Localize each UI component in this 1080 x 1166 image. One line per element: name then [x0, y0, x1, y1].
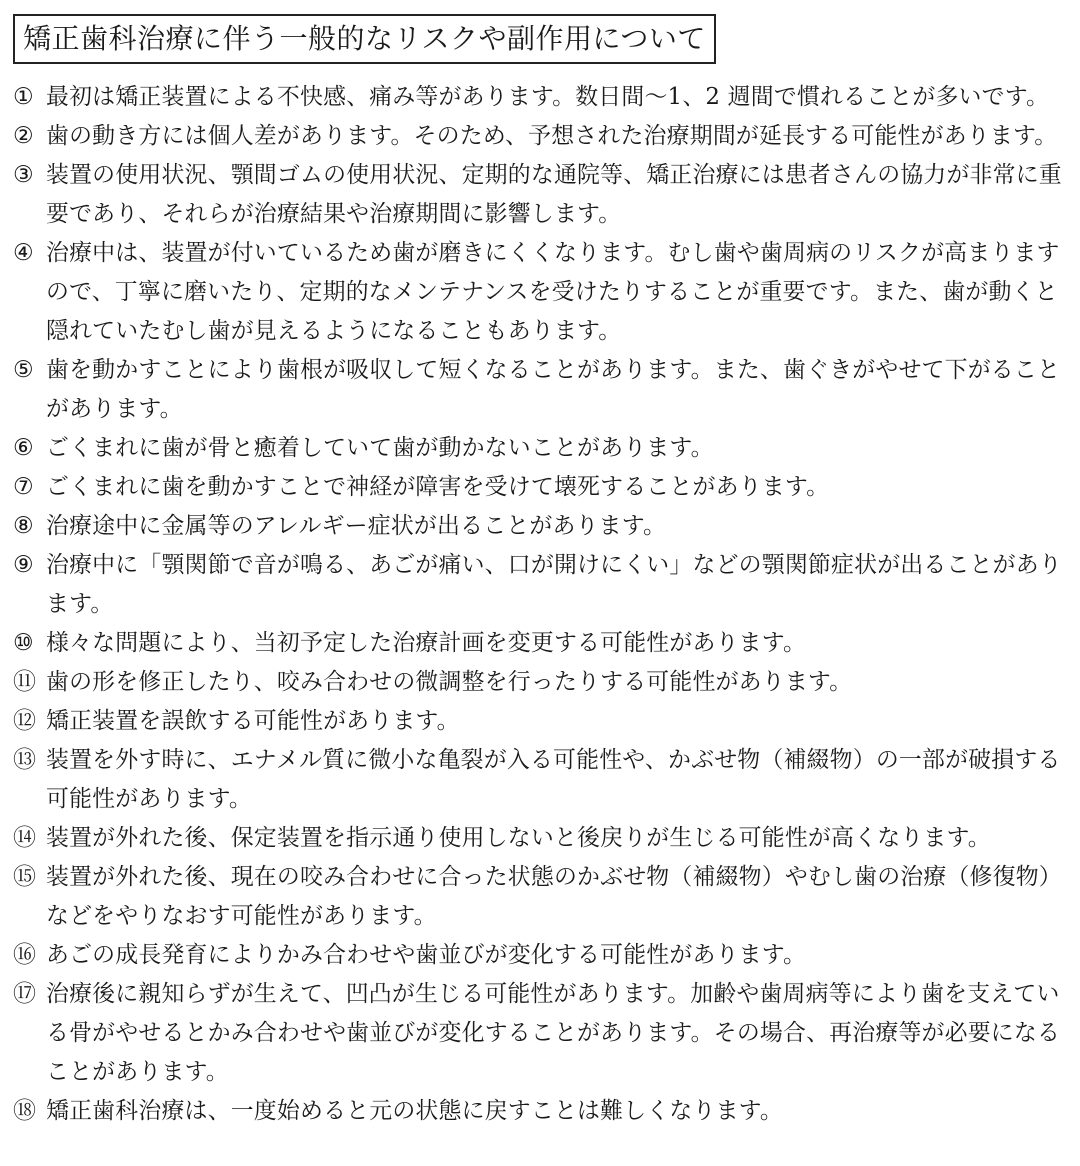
- item-text: [46, 663, 1077, 702]
- item-number: ⑰: [13, 981, 36, 1007]
- item-number: ⑮: [13, 864, 36, 890]
- item-text: [46, 858, 1077, 936]
- item-text-line: などをやりなおす可能性があります。: [46, 903, 437, 929]
- item-text-line: 治療途中に金属等のアレルギー症状が出ることがあります。: [46, 513, 667, 539]
- item-text: [46, 1092, 1077, 1131]
- risk-item: [13, 78, 1077, 117]
- item-text-line: る骨がやせるとかみ合わせや歯並びが変化することがあります。その場合、再治療等が必要になる: [46, 1020, 1061, 1046]
- risk-item: [13, 819, 1077, 858]
- risk-item: [13, 975, 1077, 1092]
- item-number: ⑨: [13, 552, 34, 578]
- item-text-line: ごくまれに歯を動かすことで神経が障害を受けて壊死することがあります。: [46, 474, 830, 500]
- risk-item: [13, 234, 1077, 351]
- item-number: ⑯: [13, 942, 36, 968]
- item-text-line: 装置を外す時に、エナメル質に微小な亀裂が入る可能性や、かぶせ物（補綴物）の一部が破損する: [46, 747, 1061, 773]
- item-text: [46, 234, 1077, 351]
- risk-item: [13, 507, 1077, 546]
- risk-item: [13, 663, 1077, 702]
- item-text: [46, 936, 1077, 975]
- item-text: [46, 429, 1077, 468]
- item-number: ④: [13, 240, 34, 266]
- item-number: ③: [13, 162, 34, 188]
- item-text-line: ので、丁寧に磨いたり、定期的なメンテナンスを受けたりすることが重要です。また、歯が動くと: [46, 279, 1058, 305]
- item-number: ⑩: [13, 630, 34, 656]
- item-number: ②: [13, 123, 34, 149]
- item-text: [46, 78, 1077, 117]
- item-text: [46, 156, 1077, 234]
- risk-item: [13, 1092, 1077, 1131]
- risk-item: [13, 468, 1077, 507]
- item-text-line: 矯正歯科治療は、一度始めると元の状態に戻すことは難しくなります。: [46, 1098, 784, 1124]
- item-text-line: あごの成長発育によりかみ合わせや歯並びが変化する可能性があります。: [46, 942, 807, 968]
- risk-item: [13, 546, 1077, 624]
- item-text-line: 治療中に「顎関節で音が鳴る、あごが痛い、口が開けにくい」などの顎関節症状が出ることがあり: [46, 552, 1062, 578]
- item-text-line: ごくまれに歯が骨と癒着していて歯が動かないことがあります。: [46, 435, 714, 461]
- item-text: [46, 468, 1077, 507]
- item-text-line: 可能性があります。: [46, 786, 252, 812]
- item-text-line: 最初は矯正装置による不快感、痛み等があります。数日間～1、2 週間で慣れることが多いです。: [46, 84, 1050, 110]
- risk-item: [13, 702, 1077, 741]
- item-text-line: 装置が外れた後、現在の咬み合わせに合った状態のかぶせ物（補綴物）やむし歯の治療（修復物）: [46, 864, 1062, 890]
- item-text-line: 様々な問題により、当初予定した治療計画を変更する可能性があります。: [46, 630, 807, 656]
- item-text: [46, 546, 1077, 624]
- item-text: [46, 819, 1077, 858]
- item-text-line: 装置が外れた後、保定装置を指示通り使用しないと後戻りが生じる可能性が高くなります。: [46, 825, 991, 851]
- risk-item: [13, 117, 1077, 156]
- item-text: [46, 702, 1077, 741]
- item-number: ⑭: [13, 825, 36, 851]
- item-number: ⑪: [13, 669, 36, 695]
- item-text: [46, 624, 1077, 663]
- item-number: ⑫: [13, 708, 36, 734]
- item-text-line: があります。: [46, 396, 183, 422]
- item-number: ⑱: [13, 1098, 36, 1124]
- item-number: ⑦: [13, 474, 34, 500]
- risk-item: [13, 429, 1077, 468]
- item-text-line: 装置の使用状況、顎間ゴムの使用状況、定期的な通院等、矯正治療には患者さんの協力が非常に重: [46, 162, 1062, 188]
- risk-item: [13, 858, 1077, 936]
- item-text: [46, 351, 1077, 429]
- item-number: ⑤: [13, 357, 34, 383]
- item-text-line: 要であり、それらが治療結果や治療期間に影響します。: [46, 201, 622, 227]
- item-text-line: 隠れていたむし歯が見えるようになることもあります。: [46, 318, 622, 344]
- item-number: ①: [13, 84, 34, 110]
- item-text-line: 矯正装置を誤飲する可能性があります。: [46, 708, 460, 734]
- page-title: 矯正歯科治療に伴う一般的なリスクや副作用について: [13, 14, 716, 64]
- item-text-line: 治療中は、装置が付いているため歯が磨きにくくなります。むし歯や歯周病のリスクが高まります: [46, 240, 1060, 266]
- item-text: [46, 117, 1077, 156]
- item-number: ⑬: [13, 747, 36, 773]
- item-text-line: 歯の形を修正したり、咬み合わせの微調整を行ったりする可能性があります。: [46, 669, 853, 695]
- risk-item: [13, 936, 1077, 975]
- item-text-line: 治療後に親知らずが生えて、凹凸が生じる可能性があります。加齢や歯周病等により歯を支えてい: [46, 981, 1060, 1007]
- item-text: [46, 741, 1077, 819]
- item-text-line: ことがあります。: [46, 1059, 229, 1085]
- risk-item: [13, 741, 1077, 819]
- item-number: ⑥: [13, 435, 34, 461]
- risk-item: [13, 351, 1077, 429]
- item-text: [46, 975, 1077, 1092]
- item-text-line: ます。: [46, 591, 114, 617]
- item-text-line: 歯の動き方には個人差があります。そのため、予想された治療期間が延長する可能性があります。: [46, 123, 1058, 149]
- item-number: ⑧: [13, 513, 34, 539]
- risk-item: [13, 624, 1077, 663]
- risk-item: [13, 156, 1077, 234]
- item-text-line: 歯を動かすことにより歯根が吸収して短くなることがあります。また、歯ぐきがやせて下がること: [46, 357, 1061, 383]
- item-text: [46, 507, 1077, 546]
